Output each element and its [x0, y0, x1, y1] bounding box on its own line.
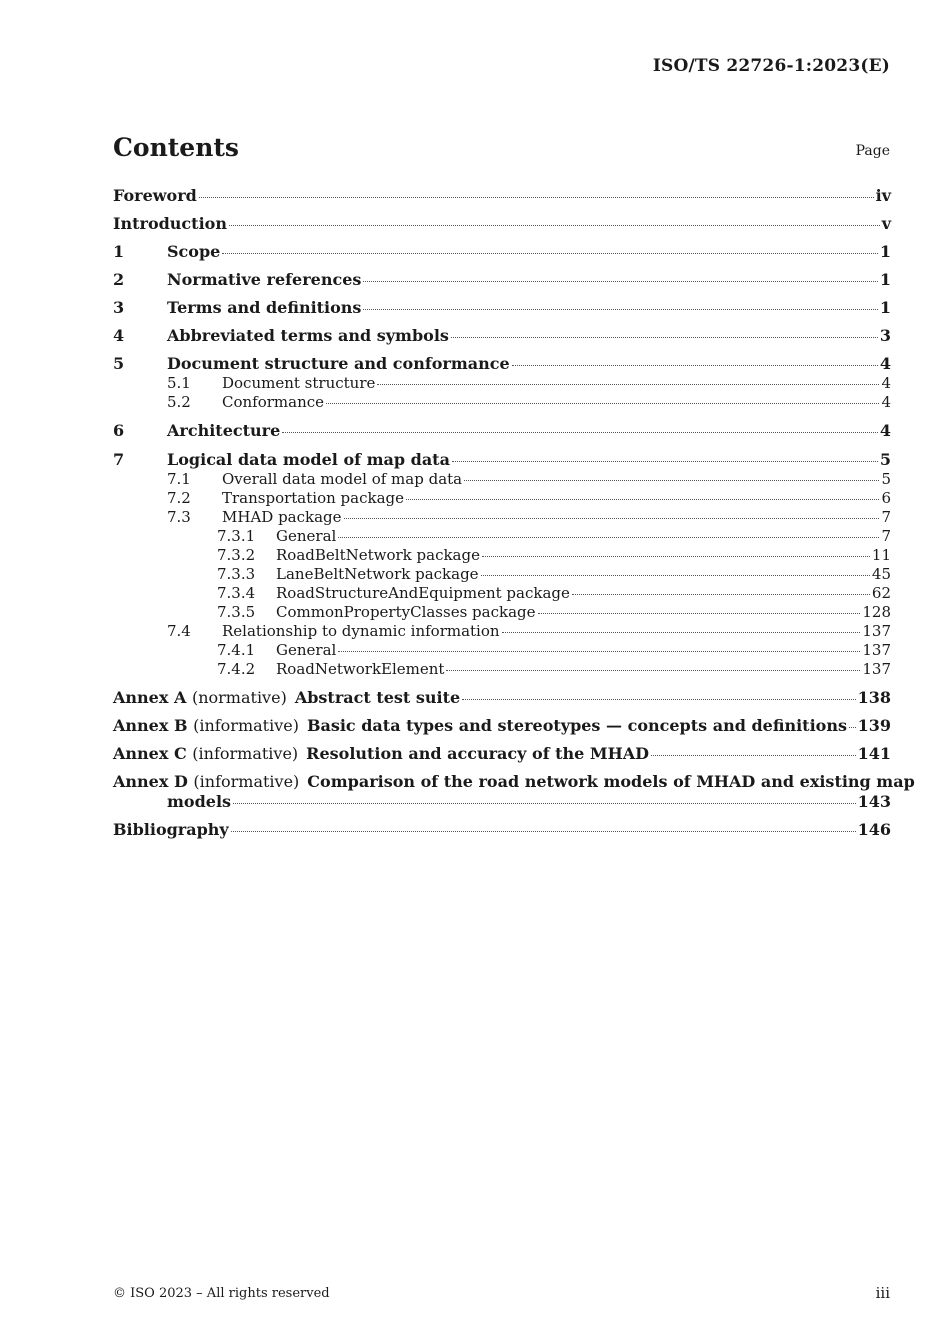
toc-number: 1 — [113, 242, 125, 261]
leader-dots — [282, 432, 878, 433]
toc-title — [113, 744, 649, 763]
toc-number: 7.1 — [167, 470, 191, 488]
toc-entry-foreword[interactable] — [113, 186, 891, 205]
toc-entry-7-4-1[interactable] — [113, 641, 891, 660]
toc-title: MHAD package — [222, 508, 342, 526]
leader-dots — [464, 480, 879, 481]
toc-number: 5.1 — [167, 374, 191, 392]
toc-entry-2[interactable] — [113, 270, 891, 289]
toc-number: 3 — [113, 298, 125, 317]
toc-title: Abbreviated terms and symbols — [167, 326, 449, 345]
toc-page: 5 — [879, 450, 891, 469]
contents-title: Contents — [113, 133, 240, 162]
annex-type: (informative) — [193, 716, 299, 735]
toc-number: 6 — [113, 421, 125, 440]
toc-number: 7.3.4 — [217, 584, 256, 602]
toc-page: 137 — [862, 660, 891, 678]
toc-title: Introduction — [113, 214, 227, 233]
toc-page: 3 — [879, 326, 891, 345]
toc-number: 7.3 — [167, 508, 191, 526]
toc-page: 4 — [879, 354, 891, 373]
leader-dots — [377, 384, 879, 385]
table-of-contents — [113, 186, 915, 839]
leader-dots — [451, 337, 878, 338]
toc-title: RoadNetworkElement — [276, 660, 445, 678]
toc-title — [113, 688, 460, 707]
toc-title: Document structure and conformance — [167, 354, 510, 373]
toc-entry-1[interactable] — [113, 242, 891, 261]
toc-page: 62 — [871, 584, 891, 602]
toc-entry-annex-d-line1[interactable] — [113, 772, 915, 791]
annex-type: (informative) — [193, 772, 300, 791]
toc-page: 4 — [879, 421, 891, 440]
toc-entry-7-3[interactable] — [113, 508, 891, 527]
toc-page: 139 — [857, 716, 891, 735]
annex-title: Abstract test suite — [294, 688, 461, 707]
toc-page: 146 — [857, 820, 891, 839]
leader-dots — [849, 727, 856, 728]
toc-title: Bibliography — [113, 820, 229, 839]
leader-dots — [462, 699, 855, 700]
toc-number: 7.4.2 — [217, 660, 256, 678]
toc-page: v — [881, 214, 891, 233]
toc-number: 2 — [113, 270, 125, 289]
toc-entry-bibliography[interactable] — [113, 820, 891, 839]
toc-title: CommonPropertyClasses package — [276, 603, 536, 621]
toc-entry-7-4-2[interactable] — [113, 660, 891, 679]
toc-number: 7.4.1 — [217, 641, 256, 659]
toc-entry-7-3-2[interactable] — [113, 546, 891, 565]
annex-type: (normative) — [191, 688, 287, 707]
leader-dots — [344, 518, 880, 519]
annex-label: Annex A — [113, 688, 187, 707]
leader-dots — [233, 803, 856, 804]
toc-entry-annex-a[interactable] — [113, 688, 891, 707]
toc-entry-7-3-3[interactable] — [113, 565, 891, 584]
toc-title: Relationship to dynamic information — [222, 622, 500, 640]
leader-dots — [406, 499, 879, 500]
toc-entry-6[interactable] — [113, 421, 891, 440]
toc-title: RoadStructureAndEquipment package — [276, 584, 570, 602]
toc-page: 138 — [857, 688, 891, 707]
toc-number: 5 — [113, 354, 125, 373]
toc-entry-introduction[interactable] — [113, 214, 891, 233]
page-number: iii — [875, 1284, 890, 1302]
toc-page: 143 — [857, 792, 891, 811]
toc-entry-5[interactable] — [113, 354, 891, 373]
toc-entry-7-3-5[interactable] — [113, 603, 891, 622]
toc-title: Architecture — [167, 421, 281, 440]
toc-title: Logical data model of map data — [167, 450, 450, 469]
toc-page: 137 — [862, 641, 891, 659]
toc-entry-7-3-4[interactable] — [113, 584, 891, 603]
annex-title-continued: models — [167, 792, 232, 811]
annex-title: Comparison of the road network models of MHAD and existing map — [307, 772, 915, 791]
toc-number: 4 — [113, 326, 125, 345]
toc-entry-7[interactable] — [113, 450, 891, 469]
leader-dots — [231, 831, 856, 832]
toc-title: General — [276, 641, 337, 659]
leader-dots — [482, 556, 870, 557]
document-id: ISO/TS 22726-1:2023(E) — [652, 56, 890, 76]
leader-dots — [538, 613, 861, 614]
leader-dots — [338, 537, 879, 538]
toc-title: LaneBeltNetwork package — [276, 565, 479, 583]
toc-number: 7.3.5 — [217, 603, 256, 621]
toc-number: 7.3.3 — [217, 565, 256, 583]
toc-entry-annex-b[interactable] — [113, 716, 891, 735]
toc-entry-7-1[interactable] — [113, 470, 891, 489]
toc-number: 7.4 — [167, 622, 191, 640]
toc-page: 5 — [881, 470, 891, 488]
annex-label: Annex B — [113, 716, 188, 735]
toc-entry-3[interactable] — [113, 298, 891, 317]
leader-dots — [229, 225, 880, 226]
copyright-notice: © ISO 2023 – All rights reserved — [113, 1286, 330, 1301]
toc-page: 1 — [879, 298, 891, 317]
annex-title: Resolution and accuracy of the MHAD — [306, 744, 650, 763]
toc-entry-7-4[interactable] — [113, 622, 891, 641]
leader-dots — [452, 461, 878, 462]
annex-title: Basic data types and stereotypes — concepts and definitions — [306, 716, 847, 735]
leader-dots — [651, 755, 856, 756]
toc-title: Conformance — [222, 393, 325, 411]
toc-number: 7 — [113, 450, 125, 469]
toc-title: Transportation package — [222, 489, 404, 507]
toc-page: 137 — [862, 622, 891, 640]
toc-title — [113, 716, 847, 735]
toc-page: 4 — [881, 374, 891, 392]
toc-page: 11 — [871, 546, 891, 564]
toc-title: Overall data model of map data — [222, 470, 463, 488]
toc-page: 7 — [881, 508, 891, 526]
toc-entry-5-1[interactable] — [113, 374, 891, 393]
leader-dots — [363, 309, 877, 310]
leader-dots — [446, 670, 860, 671]
leader-dots — [338, 651, 860, 652]
toc-page: 7 — [881, 527, 891, 545]
toc-page: 141 — [857, 744, 891, 763]
toc-page: 1 — [879, 242, 891, 261]
page-column-label: Page — [855, 143, 890, 159]
leader-dots — [199, 197, 874, 198]
toc-number: 7.3.1 — [217, 527, 256, 545]
annex-label: Annex C — [113, 744, 187, 763]
toc-title: Document structure — [222, 374, 376, 392]
toc-number: 7.2 — [167, 489, 191, 507]
toc-number: 5.2 — [167, 393, 191, 411]
toc-title: Terms and definitions — [167, 298, 362, 317]
leader-dots — [512, 365, 878, 366]
toc-entry-annex-c[interactable] — [113, 744, 891, 763]
toc-title: General — [276, 527, 337, 545]
leader-dots — [363, 281, 877, 282]
toc-page: 6 — [881, 489, 891, 507]
toc-page: 45 — [871, 565, 891, 583]
leader-dots — [572, 594, 870, 595]
toc-title: Scope — [167, 242, 221, 261]
toc-entry-7-3-1[interactable] — [113, 527, 891, 546]
annex-type: (informative) — [192, 744, 299, 763]
toc-title: RoadBeltNetwork package — [276, 546, 480, 564]
toc-entry-5-2[interactable] — [113, 393, 891, 412]
toc-page: 1 — [879, 270, 891, 289]
toc-title: Normative references — [167, 270, 362, 289]
toc-entry-7-2[interactable] — [113, 489, 891, 508]
leader-dots — [481, 575, 870, 576]
toc-page: 4 — [881, 393, 891, 411]
leader-dots — [502, 632, 861, 633]
leader-dots — [326, 403, 879, 404]
toc-title: Foreword — [113, 186, 197, 205]
toc-page: 128 — [862, 603, 891, 621]
toc-entry-4[interactable] — [113, 326, 891, 345]
annex-label: Annex D — [113, 772, 188, 791]
toc-entry-annex-d-line2[interactable] — [113, 792, 891, 811]
toc-page: iv — [875, 186, 891, 205]
leader-dots — [222, 253, 878, 254]
toc-number: 7.3.2 — [217, 546, 256, 564]
